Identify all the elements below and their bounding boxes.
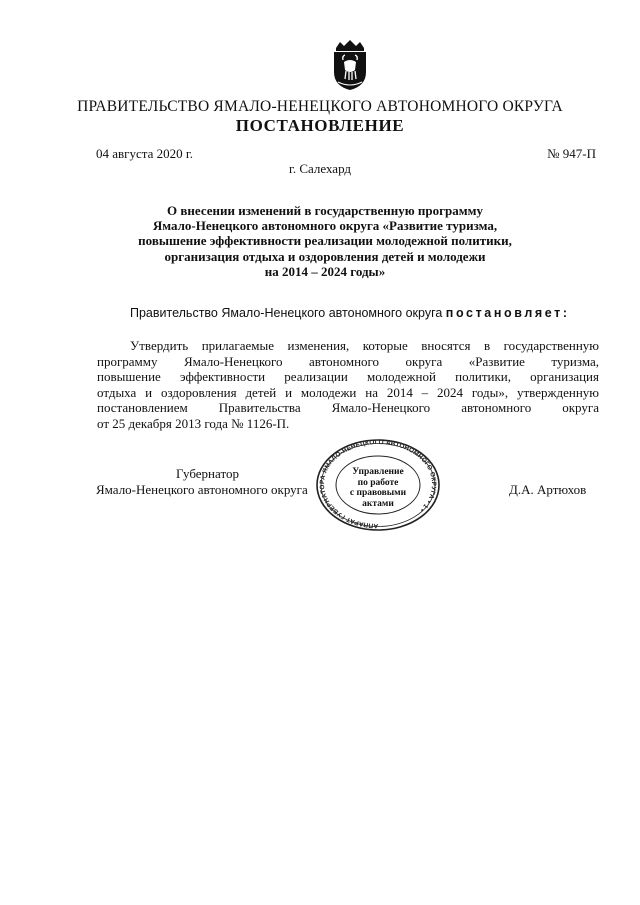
stamp-line: Управление xyxy=(352,467,404,477)
coat-of-arms-icon xyxy=(328,38,372,92)
body-line: постановлением Правительства Ямало-Ненецкого автономного округа xyxy=(97,400,599,416)
document-type-heading: ПОСТАНОВЛЕНИЕ xyxy=(235,116,405,135)
preamble-keyword: постановляет: xyxy=(445,306,570,320)
title-line: повышение эффективности реализации молодежной политики, xyxy=(138,233,512,249)
title-line: О внесении изменений в государственную программу xyxy=(167,203,483,218)
preamble-text: Правительство Ямало-Ненецкого автономного округа xyxy=(130,306,443,320)
title-line: Ямало-Ненецкого автономного округа «Развитие туризма, xyxy=(152,218,498,234)
document-city: г. Салехард xyxy=(288,161,352,176)
stamp-center-text xyxy=(340,467,416,509)
resolution-body xyxy=(97,338,599,432)
document-title xyxy=(100,203,550,279)
body-line: Утвердить прилагаемые изменения, которые вносятся в государственную xyxy=(130,338,599,353)
body-line: от 25 декабря 2013 года № 1126-П. xyxy=(97,415,290,431)
stamp-line: актами xyxy=(362,498,394,509)
body-line: программу Ямало-Ненецкого автономного округа «Развитие туризма, xyxy=(97,353,599,369)
title-line: на 2014 – 2024 годы» xyxy=(264,263,386,279)
signatory-title: Губернатор xyxy=(176,466,239,481)
signatory-organization: Ямало-Ненецкого автономного округа xyxy=(96,482,308,497)
title-line: организация отдыха и оздоровления детей и молодежи xyxy=(164,248,486,264)
document-number: № 947-П xyxy=(547,146,596,161)
stamp-line: по работе xyxy=(357,477,399,488)
preamble xyxy=(130,306,570,320)
signatory-name: Д.А. Артюхов xyxy=(509,482,587,497)
body-line: отдыха и оздоровления детей и молодежи на 2014 – 2024 годы», утвержденную xyxy=(97,384,599,400)
stamp-line: с правовыми xyxy=(349,488,407,498)
document-date: 04 августа 2020 г. xyxy=(96,146,193,161)
body-line: повышение эффективности реализации молодежной политики, организация xyxy=(97,369,599,385)
stamp-ring-text: АППАРАТ ГУБЕРНАТОРА ЯМАЛО-НЕНЕЦКОГО АВТОНОМНОГО ОКРУГА • 1 • xyxy=(318,438,438,530)
government-heading: ПРАВИТЕЛЬСТВО ЯМАЛО-НЕНЕЦКОГО АВТОНОМНОГО ОКРУГА xyxy=(77,98,563,115)
